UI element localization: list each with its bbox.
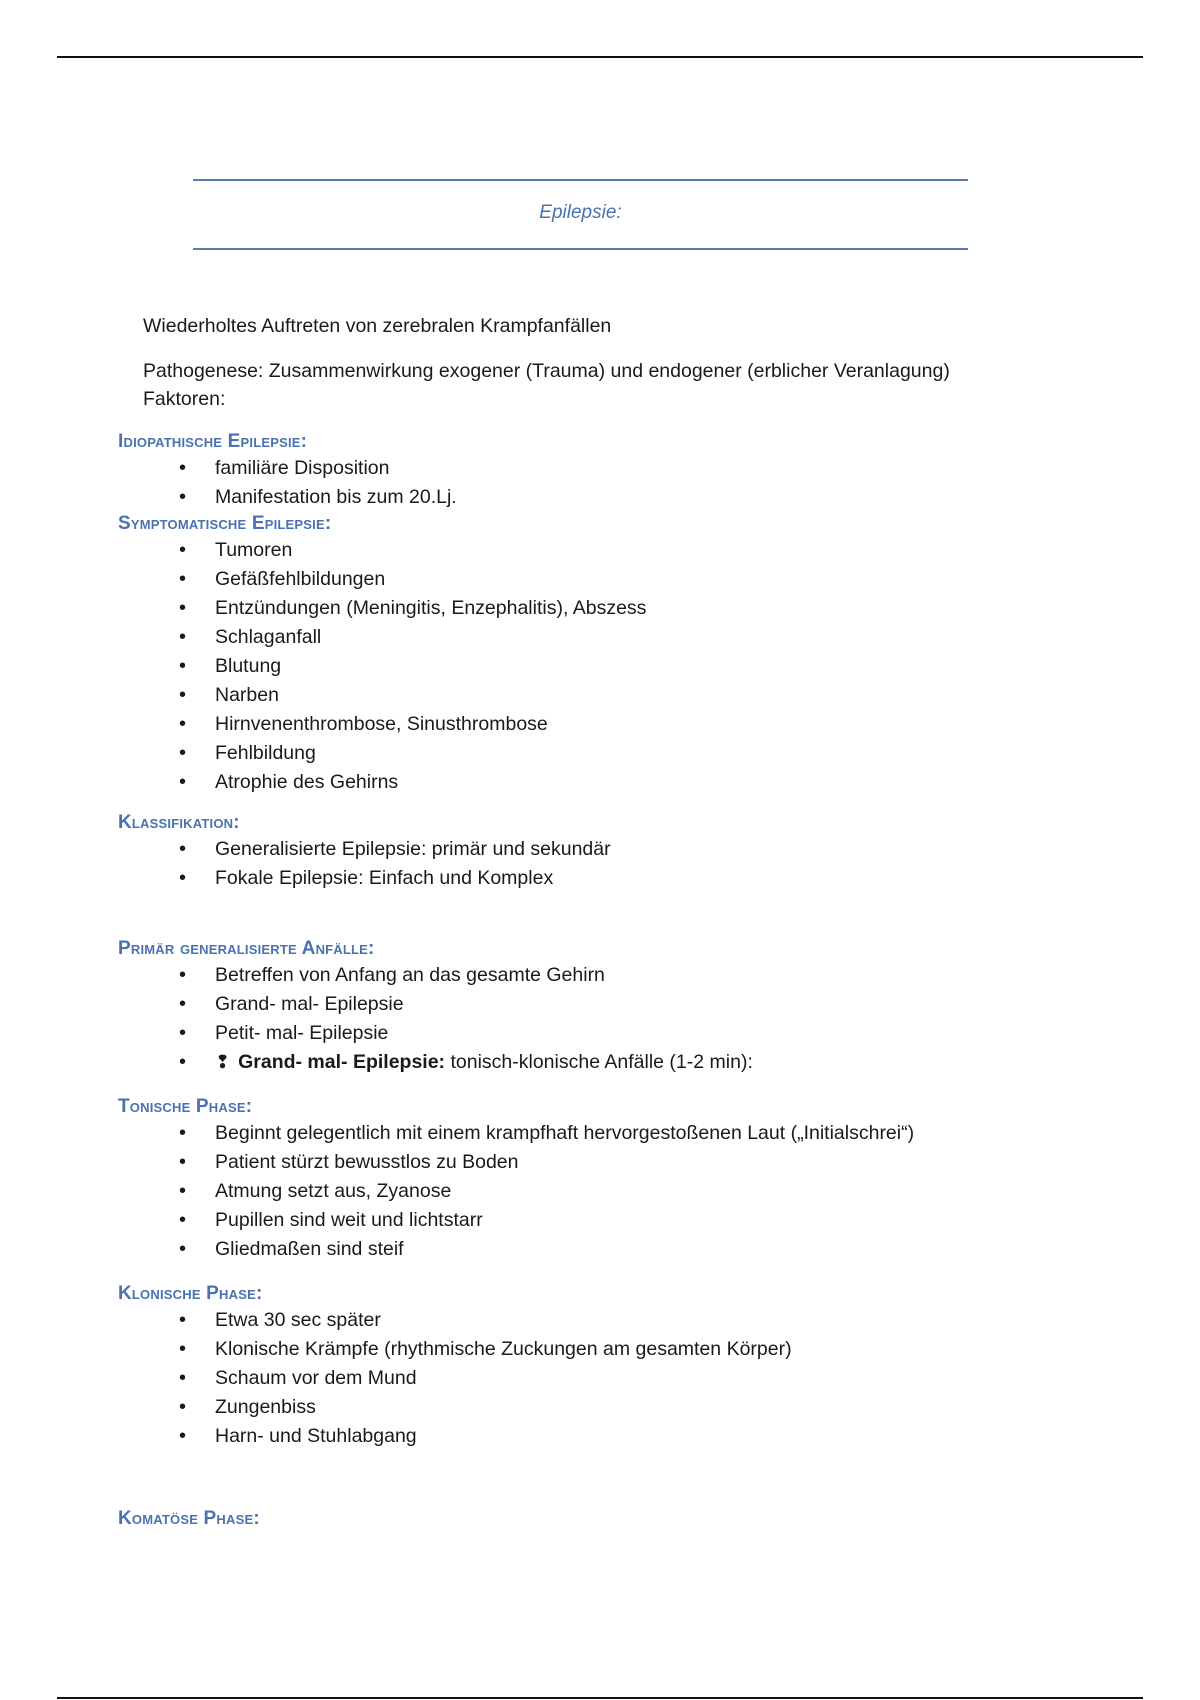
list-symptomatische-epilepsie — [118, 536, 1018, 797]
list-item: • Pupillen sind weit und lichtstarr — [118, 1206, 1018, 1235]
page-top-rule — [57, 56, 1143, 58]
list-item: • Entzündungen (Meningitis, Enzephalitis), Abszess — [118, 594, 1018, 623]
list-item: • Atmung setzt aus, Zyanose — [118, 1177, 1018, 1206]
title-rule-lower — [193, 248, 968, 250]
list-item: • Hirnvenenthrombose, Sinusthrombose — [118, 710, 1018, 739]
list-item: • Harn- und Stuhlabgang — [118, 1422, 1018, 1451]
page-bottom-rule — [57, 1697, 1143, 1699]
list-item: • Gefäßfehlbildungen — [118, 565, 1018, 594]
list-item: • Etwa 30 sec später — [118, 1306, 1018, 1335]
list-item: • Klonische Krämpfe (rhythmische Zuckungen am gesamten Körper) — [118, 1335, 1018, 1364]
heading-klassifikation: Klassifikation: — [118, 812, 240, 833]
list-item: • Schlaganfall — [118, 623, 1018, 652]
list-item: • Beginnt gelegentlich mit einem krampfhaft hervorgestoßenen Laut („Initialschrei“) — [118, 1119, 1018, 1148]
list-item: • Schaum vor dem Mund — [118, 1364, 1018, 1393]
heading-idiopathische-epilepsie: Idiopathische Epilepsie: — [118, 431, 308, 452]
warning-description: tonisch-klonische Anfälle (1-2 min): — [445, 1051, 753, 1073]
heading-symptomatische-epilepsie: Symptomatische Epilepsie: — [118, 513, 332, 534]
list-item: • Blutung — [118, 652, 1018, 681]
heading-komatoese-phase: Komatöse Phase: — [118, 1508, 260, 1529]
list-primaer-generalisierte-anfaelle — [118, 961, 1018, 1077]
list-item: • Narben — [118, 681, 1018, 710]
exclamation-icon: ❢ — [215, 1052, 231, 1072]
list-item: • Petit- mal- Epilepsie — [118, 1019, 1018, 1048]
warning-list-item — [118, 1048, 1018, 1077]
list-klassifikation — [118, 835, 1018, 893]
list-item: • Gliedmaßen sind steif — [118, 1235, 1018, 1264]
list-item: • Grand- mal- Epilepsie — [118, 990, 1018, 1019]
pathogenese-paragraph: Pathogenese: Zusammenwirkung exogener (Trauma) und endogener (erblicher Veranlagung) Faktoren: — [143, 360, 950, 410]
list-tonische-phase — [118, 1119, 1018, 1264]
heading-primaer-generalisierte-anfaelle: Primär generalisierte Anfälle: — [118, 938, 375, 959]
document-title: Epilepsie: — [539, 202, 622, 223]
heading-klonische-phase: Klonische Phase: — [118, 1283, 263, 1304]
list-item: • Tumoren — [118, 536, 1018, 565]
list-item: • Manifestation bis zum 20.Lj. — [118, 483, 1018, 512]
intro-paragraph: Wiederholtes Auftreten von zerebralen Krampfanfällen — [143, 315, 612, 337]
title-rule-upper — [193, 179, 968, 181]
list-item: • Atrophie des Gehirns — [118, 768, 1018, 797]
document-body — [118, 312, 1018, 1531]
heading-tonische-phase: Tonische Phase: — [118, 1096, 253, 1117]
warning-term: Grand- mal- Epilepsie: — [238, 1051, 446, 1073]
list-item: • Fehlbildung — [118, 739, 1018, 768]
list-item: • familiäre Disposition — [118, 454, 1018, 483]
list-klonische-phase — [118, 1306, 1018, 1451]
list-item: • Patient stürzt bewusstlos zu Boden — [118, 1148, 1018, 1177]
list-item: • Zungenbiss — [118, 1393, 1018, 1422]
list-item: • Generalisierte Epilepsie: primär und sekundär — [118, 835, 1018, 864]
list-item: • Fokale Epilepsie: Einfach und Komplex — [118, 864, 1018, 893]
list-idiopathische-epilepsie — [118, 454, 1018, 512]
list-item: • Betreffen von Anfang an das gesamte Gehirn — [118, 961, 1018, 990]
